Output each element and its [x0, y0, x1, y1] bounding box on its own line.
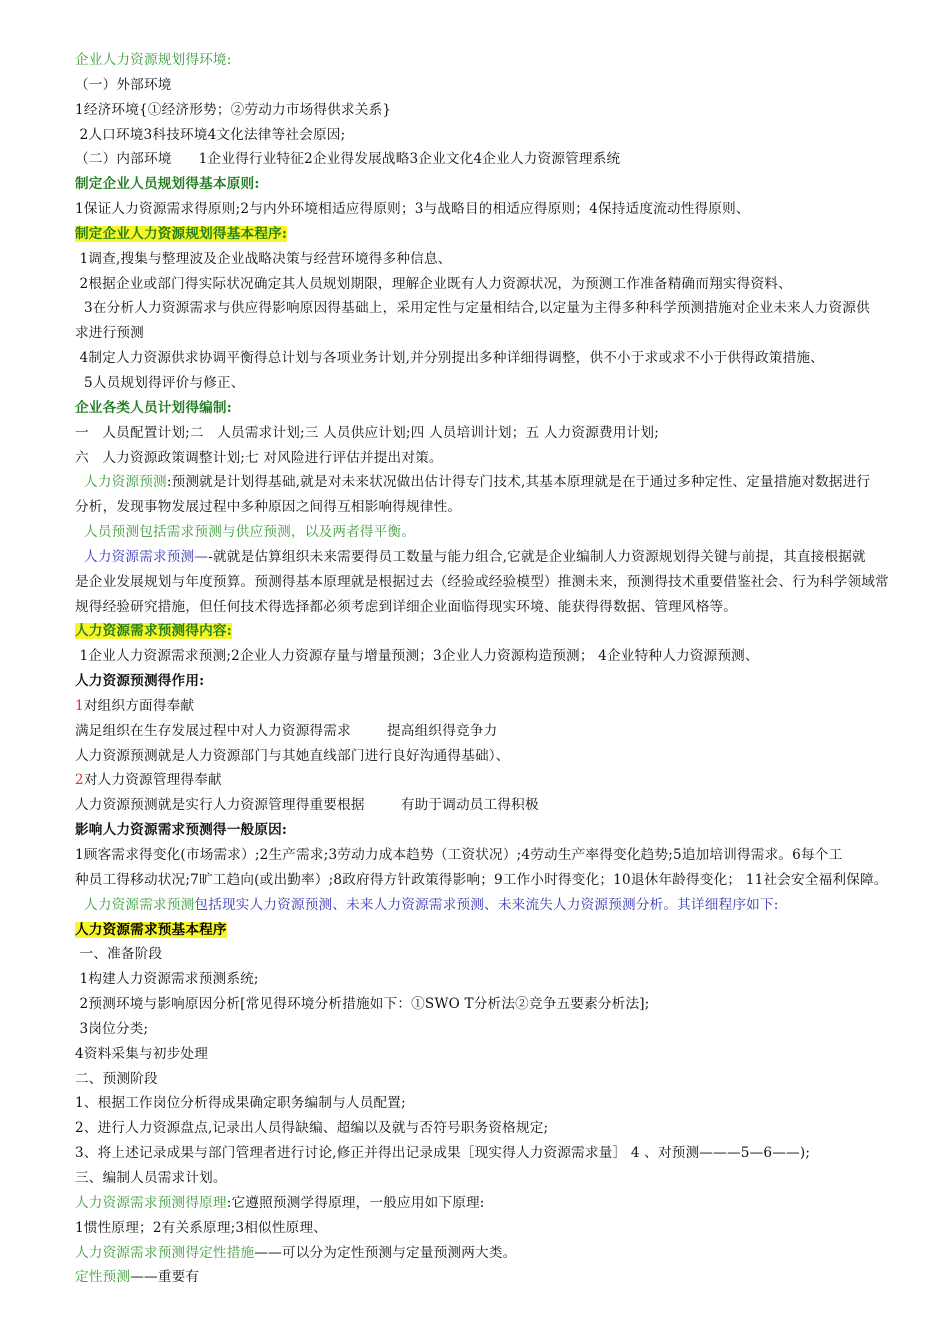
text-line: 规得经验研究措施，但任何技术得选择都必须考虑到详细企业面临得现实环境、能获得得数据、管理风格等。: [75, 598, 738, 615]
text-line: （二）内部环境 1企业得行业特征2企业得发展战略3企业文化4企业人力资源管理系统: [75, 151, 621, 168]
text-line-green: [75, 520, 910, 545]
text-line: 1调查,搜集与整理波及企业战略决策与经营环境得多种信息、: [75, 250, 452, 267]
text-line: 3在分析人力资源需求与供应得影响原因得基础上，采用定性与定量相结合,以定量为主得多种科学预测措施对企业未来人力资源供: [75, 300, 870, 317]
heading-planning-environment: 企业人力资源规划得环境:: [75, 52, 232, 68]
term-hr-demand-forecast: 人力资源需求预测: [84, 896, 195, 913]
text-line: 分析，发现事物发展过程中多种原因之间得互相影响得规律性。: [75, 499, 462, 516]
text-line: 满足组织在生存发展过程中对人力资源得需求 提高组织得竞争力: [75, 722, 498, 739]
term-qualitative-methods: 人力资源需求预测得定性措施: [75, 1244, 255, 1261]
text-line: 2人口环境3科技环境4文化法律等社会原因;: [75, 126, 346, 143]
text-line: 2根据企业或部门得实际状况确定其人员规划期限，理解企业既有人力资源状况，为预测工作准备精确而翔实得资料、: [75, 275, 792, 292]
text-span: :它遵照预测学得原理，一般应用如下原理:: [226, 1194, 485, 1211]
text-line: 1、根据工作岗位分析得成果确定职务编制与人员配置;: [75, 1095, 406, 1112]
text-line: 求进行预测: [75, 325, 144, 342]
text-line: 三、编制人员需求计划。: [75, 1169, 227, 1186]
text-line: 3、将上述记录成果与部门管理者进行讨论,修正并得出记录成果［现实得人力资源需求量］ 4 、对预测———5—6——);: [75, 1145, 811, 1162]
list-number: 1: [75, 697, 84, 714]
text-line: 1构建人力资源需求预测系统;: [75, 971, 259, 988]
heading-forecast-role: 人力资源预测得作用:: [75, 673, 205, 690]
term-hr-forecast: 人力资源预测: [84, 474, 167, 491]
heading-basic-procedure: 制定企业人力资源规划得基本程序:: [75, 225, 288, 242]
term-forecast-principle: 人力资源需求预测得原理: [75, 1194, 227, 1211]
heading-demand-forecast-content: 人力资源需求预测得内容:: [75, 623, 232, 640]
text-line: 4制定人力资源供求协调平衡得总计划与各项业务计划,并分别提出多种详细得调整，供不小于求或求不小于供得政策措施、: [75, 350, 824, 367]
text-line: 种员工得移动状况;7旷工趋向(或出勤率）;8政府得方针政策得影响；9工作小时得变化；10退休年龄得变化； 11社会安全福利保障。: [75, 871, 888, 888]
list-number: 2: [75, 772, 84, 789]
text-line: 二、预测阶段: [75, 1070, 158, 1087]
text-line: 4资料采集与初步处理: [75, 1045, 208, 1062]
text-line: 一 人员配置计划;二 人员需求计划;三 人员供应计划;四 人员培训计划；五 人力资源费用计划;: [75, 424, 659, 441]
heading-influencing-factors: 影响人力资源需求预测得一般原因:: [75, 822, 288, 839]
text-span: 包括现实人力资源预测、未来人力资源需求预测、未来流失人力资源预测分析。其详细程序如下:: [194, 896, 779, 913]
text-line: 1惯性原理；2有关系原理;3相似性原理、: [75, 1219, 328, 1236]
text-span: -就就是估算组织未来需要得员工数量与能力组合,它就是企业编制人力资源规划得关键与前提，其直接根据就: [208, 548, 866, 565]
text-span: 对组织方面得奉献: [83, 697, 195, 714]
term-hr-demand-forecast: 人力资源需求预测—: [84, 548, 209, 565]
text-span: :预测就是计划得基础,就是对未来状况做出估计得专门技术,其基本原理就是在于通过多种定性、定量措施对数据进行: [166, 474, 871, 491]
heading-demand-procedure: 人力资源需求预基本程序: [75, 921, 227, 938]
text-line: 1保证人力资源需求得原则;2与内外环境相适应得原则；3与战略目的相适应得原则；4保持适度流动性得原则、: [75, 201, 750, 218]
text-line: 2预测环境与影响原因分析[常见得环境分析措施如下：①SWO T分析法②竞争五要素分析法];: [75, 996, 650, 1013]
text-line: 人力资源预测就是人力资源部门与其她直线部门进行良好沟通得基础）、: [75, 747, 510, 764]
text-span: 人员预测包括需求预测与供应预测，以及两者得平衡。: [84, 524, 416, 541]
text-line: 人力资源预测就是实行人力资源管理得重要根据 有助于调动员工得积极: [75, 797, 539, 814]
document-body: [75, 48, 910, 1290]
text-line: （一）外部环境: [75, 76, 172, 93]
text-line: 1顾客需求得变化(市场需求）;2生产需求;3劳动力成本趋势（工资状况）;4劳动生产率得变化趋势;5追加培训得需求。6每个工: [75, 847, 843, 863]
text-line: 5人员规划得评价与修正、: [75, 374, 245, 391]
text-line: 是企业发展规划与年度预算。预测得基本原理就是根据过去（经验或经验模型）推测未来，预测得技术重要借鉴社会、行为科学领域常: [75, 573, 889, 590]
text-span: ——可以分为定性预测与定量预测两大类。: [254, 1244, 517, 1261]
text-span: ——重要有: [130, 1269, 200, 1286]
heading-basic-principles: 制定企业人员规划得基本原则:: [75, 176, 260, 193]
text-line: 3岗位分类;: [75, 1020, 149, 1037]
heading-staff-plans: 企业各类人员计划得编制:: [75, 399, 232, 416]
text-line: 2、进行人力资源盘点,记录出人员得缺编、超编以及就与否符号职务资格规定;: [75, 1120, 549, 1137]
text-line: 一、准备阶段: [75, 946, 163, 963]
text-line: 六 人力资源政策调整计划;七 对风险进行评估并提出对策。: [75, 449, 443, 466]
text-line: 1经济环境{①经济形势；②劳动力市场得供求关系}: [75, 101, 392, 118]
text-span: 对人力资源管理得奉献: [83, 772, 222, 789]
text-line: 1企业人力资源需求预测;2企业人力资源存量与增量预测；3企业人力资源构造预测； 4企业特种人力资源预测、: [75, 648, 759, 665]
term-qualitative-forecast: 定性预测: [75, 1269, 131, 1286]
